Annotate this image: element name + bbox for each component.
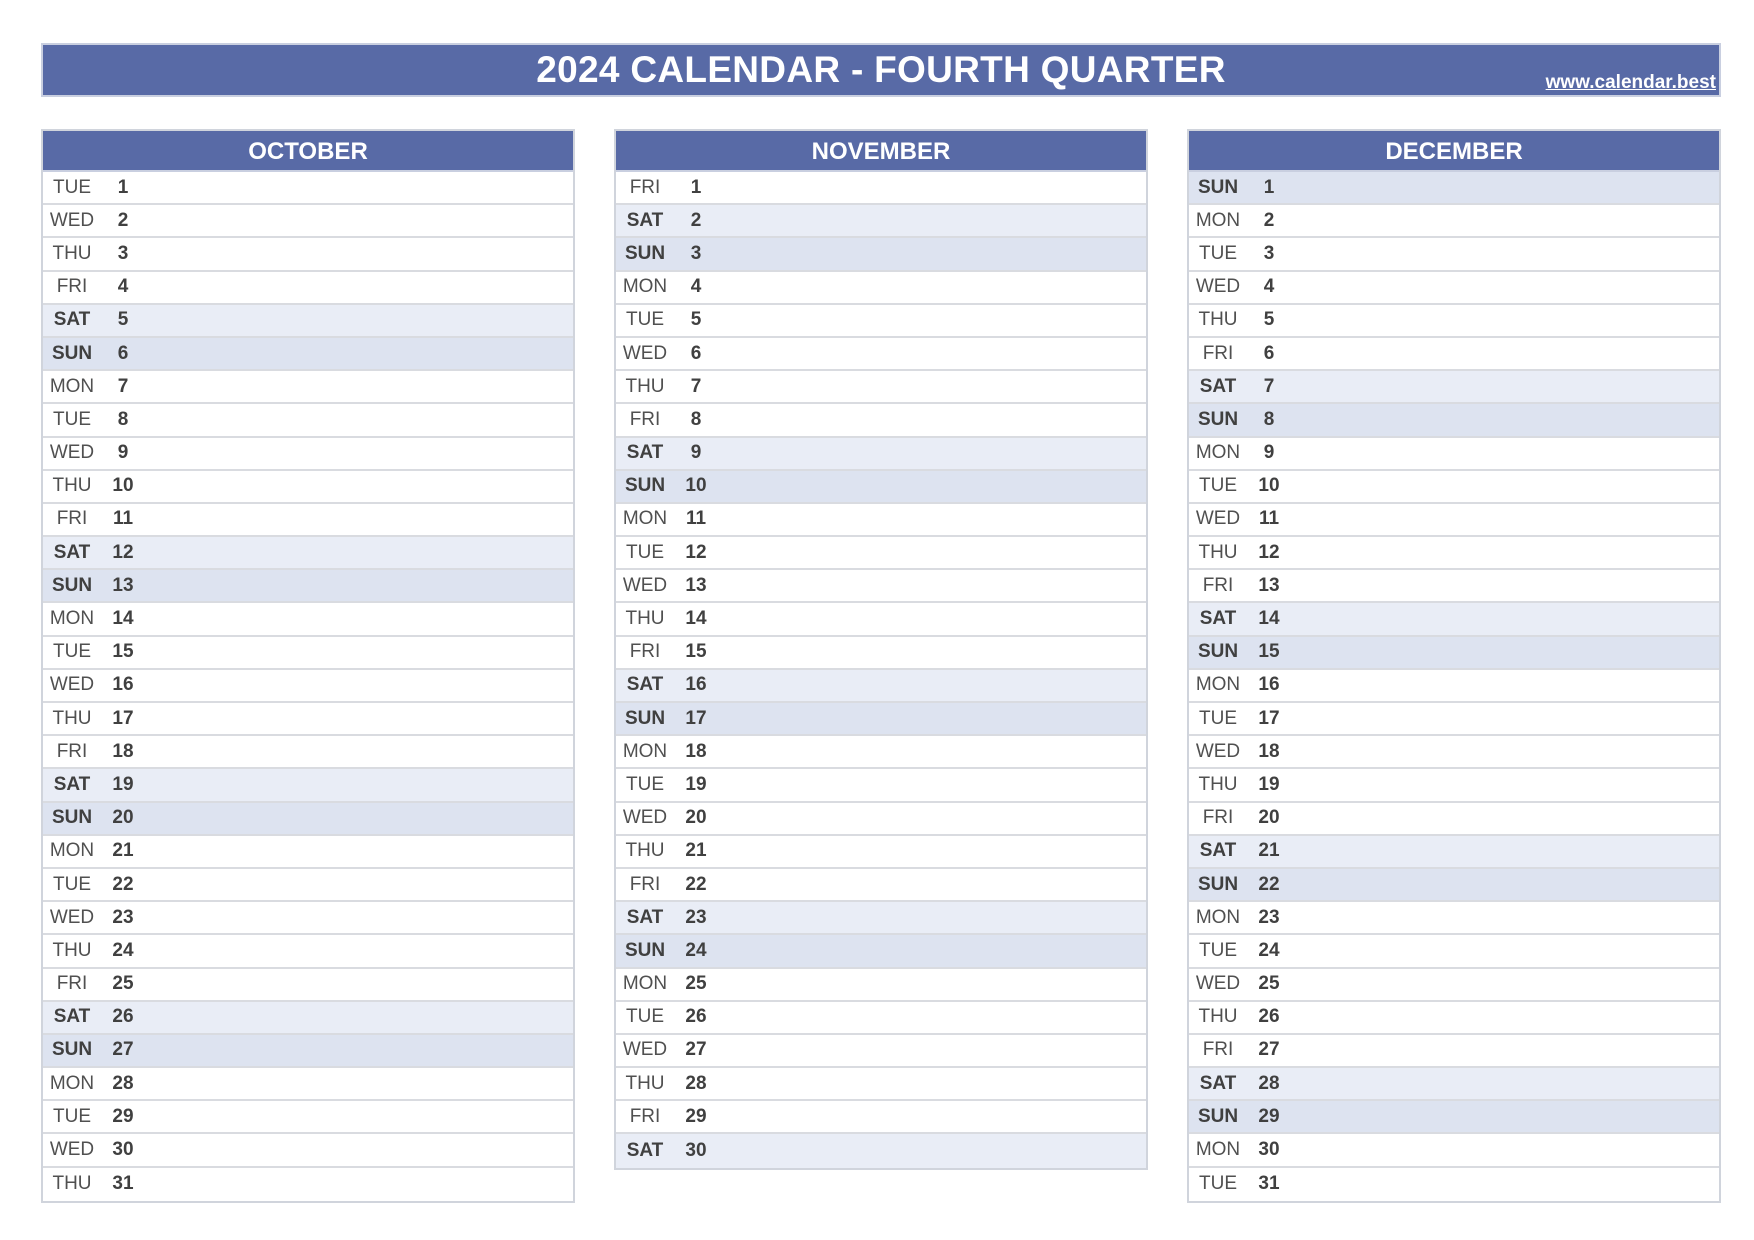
- weekday-label: TUE: [1199, 1173, 1237, 1195]
- weekday-label: SUN: [1197, 873, 1239, 895]
- day-row: [1189, 603, 1719, 636]
- weekday-label: SUN: [1197, 641, 1239, 663]
- day-number: 27: [685, 1039, 707, 1061]
- day-row: [43, 438, 573, 471]
- weekday-label: TUE: [53, 873, 91, 895]
- day-row: [616, 205, 1146, 238]
- day-row: [43, 1168, 573, 1201]
- day-row: [1189, 238, 1719, 271]
- weekday-label: TUE: [1199, 475, 1237, 497]
- day-row: [616, 1134, 1146, 1167]
- day-number: 28: [1258, 1072, 1280, 1094]
- weekday-label: SUN: [1197, 1105, 1239, 1127]
- day-number: 29: [685, 1105, 707, 1127]
- day-number: 10: [1258, 475, 1280, 497]
- weekday-label: WED: [1195, 276, 1241, 298]
- day-row: [43, 969, 573, 1002]
- day-number: 4: [1263, 276, 1275, 298]
- day-row: [616, 803, 1146, 836]
- page-title: 2024 CALENDAR - FOURTH QUARTER: [536, 49, 1226, 90]
- day-number: 14: [1258, 608, 1280, 630]
- weekday-label: SAT: [626, 674, 664, 696]
- day-row: [616, 238, 1146, 271]
- weekday-label: MON: [1195, 442, 1241, 464]
- day-number: 6: [117, 342, 129, 364]
- day-row: [43, 404, 573, 437]
- day-row: [43, 637, 573, 670]
- day-number: 28: [112, 1072, 134, 1094]
- day-row: [1189, 371, 1719, 404]
- weekday-label: MON: [622, 508, 668, 530]
- day-number: 30: [1258, 1139, 1280, 1161]
- day-number: 22: [685, 873, 707, 895]
- day-row: [1189, 570, 1719, 603]
- day-row: [43, 836, 573, 869]
- day-number: 29: [1258, 1105, 1280, 1127]
- day-number: 27: [112, 1039, 134, 1061]
- weekday-label: FRI: [1202, 1039, 1234, 1061]
- day-number: 21: [1258, 840, 1280, 862]
- day-row: [43, 803, 573, 836]
- day-row: [1189, 1101, 1719, 1134]
- day-row: [1189, 471, 1719, 504]
- day-number: 26: [685, 1006, 707, 1028]
- day-row: [1189, 172, 1719, 205]
- day-number: 18: [112, 740, 134, 762]
- day-number: 31: [112, 1173, 134, 1195]
- day-row: [1189, 404, 1719, 437]
- day-row: [616, 305, 1146, 338]
- day-row: [43, 736, 573, 769]
- weekday-label: THU: [1198, 309, 1238, 331]
- day-row: [43, 902, 573, 935]
- day-number: 19: [1258, 773, 1280, 795]
- month-header: DECEMBER: [1189, 131, 1719, 172]
- day-row: [1189, 670, 1719, 703]
- day-row: [43, 1134, 573, 1167]
- day-row: [1189, 338, 1719, 371]
- day-number: 28: [685, 1072, 707, 1094]
- day-number: 15: [112, 641, 134, 663]
- weekday-label: THU: [52, 939, 92, 961]
- day-row: [616, 703, 1146, 736]
- day-row: [1189, 703, 1719, 736]
- day-number: 22: [112, 873, 134, 895]
- day-number: 8: [117, 408, 129, 430]
- day-list: [1189, 172, 1719, 1201]
- month-december: [1187, 129, 1721, 1203]
- weekday-label: SAT: [626, 209, 664, 231]
- day-number: 8: [1263, 408, 1275, 430]
- day-row: [616, 736, 1146, 769]
- day-number: 25: [112, 973, 134, 995]
- weekday-label: TUE: [53, 408, 91, 430]
- weekday-label: TUE: [626, 773, 664, 795]
- day-number: 16: [112, 674, 134, 696]
- day-row: [616, 969, 1146, 1002]
- weekday-label: THU: [625, 1072, 665, 1094]
- month-october: [41, 129, 575, 1203]
- day-row: [616, 1068, 1146, 1101]
- day-row: [616, 603, 1146, 636]
- day-number: 19: [685, 773, 707, 795]
- day-number: 29: [112, 1105, 134, 1127]
- weekday-label: WED: [622, 1039, 668, 1061]
- day-number: 20: [685, 807, 707, 829]
- day-number: 18: [1258, 740, 1280, 762]
- day-number: 21: [112, 840, 134, 862]
- day-number: 24: [1258, 939, 1280, 961]
- weekday-label: THU: [1198, 773, 1238, 795]
- weekday-label: THU: [625, 840, 665, 862]
- day-number: 30: [112, 1139, 134, 1161]
- weekday-label: SAT: [1199, 375, 1237, 397]
- day-row: [616, 836, 1146, 869]
- day-number: 6: [1263, 342, 1275, 364]
- title-bar: [41, 43, 1721, 97]
- weekday-label: MON: [49, 1072, 95, 1094]
- weekday-label: THU: [1198, 1006, 1238, 1028]
- day-row: [616, 471, 1146, 504]
- day-number: 5: [117, 309, 129, 331]
- day-number: 13: [685, 574, 707, 596]
- day-row: [616, 570, 1146, 603]
- weekday-label: FRI: [56, 276, 88, 298]
- weekday-label: WED: [1195, 740, 1241, 762]
- day-number: 9: [690, 442, 702, 464]
- day-row: [1189, 205, 1719, 238]
- day-number: 4: [117, 276, 129, 298]
- day-number: 7: [1263, 375, 1275, 397]
- weekday-label: TUE: [626, 541, 664, 563]
- day-row: [616, 637, 1146, 670]
- weekday-label: WED: [622, 574, 668, 596]
- weekday-label: SUN: [51, 807, 93, 829]
- weekday-label: MON: [49, 840, 95, 862]
- day-row: [43, 504, 573, 537]
- weekday-label: MON: [49, 375, 95, 397]
- day-number: 9: [1263, 442, 1275, 464]
- day-number: 12: [112, 541, 134, 563]
- day-number: 21: [685, 840, 707, 862]
- day-row: [43, 371, 573, 404]
- day-number: 17: [112, 707, 134, 729]
- weekday-label: SAT: [626, 1140, 664, 1162]
- weekday-label: FRI: [629, 408, 661, 430]
- weekday-label: WED: [1195, 508, 1241, 530]
- month-november: [614, 129, 1148, 1170]
- weekday-label: MON: [1195, 209, 1241, 231]
- day-row: [616, 869, 1146, 902]
- weekday-label: THU: [52, 707, 92, 729]
- day-row: [1189, 1134, 1719, 1167]
- day-row: [616, 1035, 1146, 1068]
- day-number: 23: [112, 906, 134, 928]
- day-row: [616, 438, 1146, 471]
- weekday-label: FRI: [1202, 807, 1234, 829]
- weekday-label: WED: [49, 1139, 95, 1161]
- day-row: [1189, 869, 1719, 902]
- weekday-label: SUN: [624, 242, 666, 264]
- day-number: 26: [112, 1006, 134, 1028]
- day-list: [43, 172, 573, 1201]
- day-number: 31: [1258, 1173, 1280, 1195]
- weekday-label: WED: [49, 442, 95, 464]
- weekday-label: SUN: [51, 1039, 93, 1061]
- weekday-label: SAT: [53, 309, 91, 331]
- weekday-label: TUE: [53, 176, 91, 198]
- weekday-label: THU: [1198, 541, 1238, 563]
- day-row: [43, 172, 573, 205]
- day-row: [616, 272, 1146, 305]
- day-number: 6: [690, 342, 702, 364]
- day-row: [616, 404, 1146, 437]
- day-number: 9: [117, 442, 129, 464]
- weekday-label: FRI: [56, 740, 88, 762]
- day-number: 30: [685, 1140, 707, 1162]
- weekday-label: SUN: [624, 475, 666, 497]
- day-number: 24: [112, 939, 134, 961]
- day-row: [616, 504, 1146, 537]
- weekday-label: SUN: [51, 342, 93, 364]
- day-row: [1189, 305, 1719, 338]
- day-number: 16: [685, 674, 707, 696]
- weekday-label: THU: [52, 242, 92, 264]
- day-row: [43, 537, 573, 570]
- day-row: [43, 570, 573, 603]
- weekday-label: FRI: [56, 973, 88, 995]
- day-number: 11: [112, 508, 134, 530]
- day-row: [43, 1068, 573, 1101]
- day-row: [43, 670, 573, 703]
- weekday-label: THU: [625, 375, 665, 397]
- day-number: 15: [1258, 641, 1280, 663]
- weekday-label: SUN: [51, 574, 93, 596]
- day-row: [43, 1002, 573, 1035]
- weekday-label: WED: [49, 209, 95, 231]
- day-row: [1189, 736, 1719, 769]
- day-row: [43, 769, 573, 802]
- day-number: 2: [1263, 209, 1275, 231]
- day-number: 24: [685, 939, 707, 961]
- weekday-label: FRI: [629, 641, 661, 663]
- day-row: [1189, 537, 1719, 570]
- day-row: [43, 338, 573, 371]
- day-row: [1189, 637, 1719, 670]
- day-row: [1189, 1168, 1719, 1201]
- day-row: [1189, 272, 1719, 305]
- day-row: [43, 305, 573, 338]
- day-number: 4: [690, 276, 702, 298]
- weekday-label: FRI: [1202, 342, 1234, 364]
- day-number: 11: [1258, 508, 1280, 530]
- day-number: 10: [685, 475, 707, 497]
- day-row: [1189, 969, 1719, 1002]
- day-row: [1189, 504, 1719, 537]
- day-number: 7: [690, 375, 702, 397]
- weekday-label: MON: [1195, 906, 1241, 928]
- day-number: 16: [1258, 674, 1280, 696]
- weekday-label: WED: [622, 342, 668, 364]
- weekday-label: SAT: [53, 1006, 91, 1028]
- weekday-label: SUN: [1197, 408, 1239, 430]
- weekday-label: TUE: [1199, 707, 1237, 729]
- weekday-label: SUN: [624, 707, 666, 729]
- day-number: 14: [685, 608, 707, 630]
- day-row: [43, 471, 573, 504]
- day-number: 14: [112, 608, 134, 630]
- day-number: 27: [1258, 1039, 1280, 1061]
- day-row: [1189, 769, 1719, 802]
- day-number: 20: [1258, 807, 1280, 829]
- day-number: 5: [690, 309, 702, 331]
- day-row: [616, 670, 1146, 703]
- day-number: 15: [685, 641, 707, 663]
- day-number: 25: [685, 973, 707, 995]
- day-row: [616, 1002, 1146, 1035]
- day-row: [616, 935, 1146, 968]
- weekday-label: MON: [1195, 674, 1241, 696]
- day-row: [43, 603, 573, 636]
- day-row: [43, 205, 573, 238]
- day-row: [1189, 836, 1719, 869]
- weekday-label: TUE: [1199, 939, 1237, 961]
- day-row: [1189, 902, 1719, 935]
- day-number: 23: [1258, 906, 1280, 928]
- day-row: [43, 272, 573, 305]
- day-row: [616, 769, 1146, 802]
- day-row: [616, 902, 1146, 935]
- day-number: 8: [690, 408, 702, 430]
- weekday-label: MON: [622, 973, 668, 995]
- weekday-label: TUE: [1199, 242, 1237, 264]
- day-number: 19: [112, 773, 134, 795]
- weekday-label: MON: [1195, 1139, 1241, 1161]
- weekday-label: SAT: [53, 773, 91, 795]
- day-row: [43, 703, 573, 736]
- day-number: 2: [690, 209, 702, 231]
- weekday-label: WED: [1195, 973, 1241, 995]
- weekday-label: TUE: [626, 1006, 664, 1028]
- weekday-label: MON: [49, 608, 95, 630]
- day-number: 5: [1263, 309, 1275, 331]
- day-row: [616, 1101, 1146, 1134]
- weekday-label: SAT: [1199, 608, 1237, 630]
- weekday-label: FRI: [1202, 574, 1234, 596]
- weekday-label: SAT: [1199, 1072, 1237, 1094]
- weekday-label: THU: [52, 1173, 92, 1195]
- website-link[interactable]: www.calendar.best: [1545, 72, 1716, 93]
- day-number: 13: [112, 574, 134, 596]
- weekday-label: WED: [49, 674, 95, 696]
- day-number: 17: [1258, 707, 1280, 729]
- day-number: 10: [112, 475, 134, 497]
- month-header: NOVEMBER: [616, 131, 1146, 172]
- day-number: 23: [685, 906, 707, 928]
- day-row: [616, 338, 1146, 371]
- weekday-label: TUE: [626, 309, 664, 331]
- weekday-label: SAT: [53, 541, 91, 563]
- day-row: [1189, 1068, 1719, 1101]
- day-row: [43, 1035, 573, 1068]
- month-header: OCTOBER: [43, 131, 573, 172]
- day-number: 22: [1258, 873, 1280, 895]
- weekday-label: SUN: [1197, 176, 1239, 198]
- day-number: 11: [685, 508, 707, 530]
- weekday-label: FRI: [629, 176, 661, 198]
- day-number: 25: [1258, 973, 1280, 995]
- day-row: [1189, 1035, 1719, 1068]
- weekday-label: FRI: [56, 508, 88, 530]
- day-row: [616, 172, 1146, 205]
- day-number: 3: [117, 242, 129, 264]
- day-number: 2: [117, 209, 129, 231]
- day-number: 1: [1263, 176, 1275, 198]
- day-number: 12: [1258, 541, 1280, 563]
- day-row: [616, 371, 1146, 404]
- day-row: [43, 238, 573, 271]
- day-number: 20: [112, 807, 134, 829]
- weekday-label: SAT: [626, 442, 664, 464]
- day-row: [1189, 1002, 1719, 1035]
- day-number: 7: [117, 375, 129, 397]
- day-number: 1: [690, 176, 702, 198]
- day-number: 12: [685, 541, 707, 563]
- day-row: [1189, 935, 1719, 968]
- weekday-label: FRI: [629, 873, 661, 895]
- day-number: 1: [117, 176, 129, 198]
- day-number: 3: [1263, 242, 1275, 264]
- weekday-label: THU: [52, 475, 92, 497]
- weekday-label: THU: [625, 608, 665, 630]
- weekday-label: FRI: [629, 1105, 661, 1127]
- day-number: 13: [1258, 574, 1280, 596]
- day-row: [616, 537, 1146, 570]
- weekday-label: WED: [49, 906, 95, 928]
- day-number: 26: [1258, 1006, 1280, 1028]
- day-row: [43, 869, 573, 902]
- day-list: [616, 172, 1146, 1168]
- weekday-label: SUN: [624, 939, 666, 961]
- day-row: [43, 935, 573, 968]
- weekday-label: TUE: [53, 641, 91, 663]
- day-row: [43, 1101, 573, 1134]
- weekday-label: SAT: [1199, 840, 1237, 862]
- weekday-label: MON: [622, 740, 668, 762]
- day-number: 18: [685, 740, 707, 762]
- weekday-label: SAT: [626, 906, 664, 928]
- weekday-label: MON: [622, 276, 668, 298]
- day-row: [1189, 438, 1719, 471]
- day-number: 17: [685, 707, 707, 729]
- weekday-label: WED: [622, 807, 668, 829]
- weekday-label: TUE: [53, 1105, 91, 1127]
- day-row: [1189, 803, 1719, 836]
- day-number: 3: [690, 242, 702, 264]
